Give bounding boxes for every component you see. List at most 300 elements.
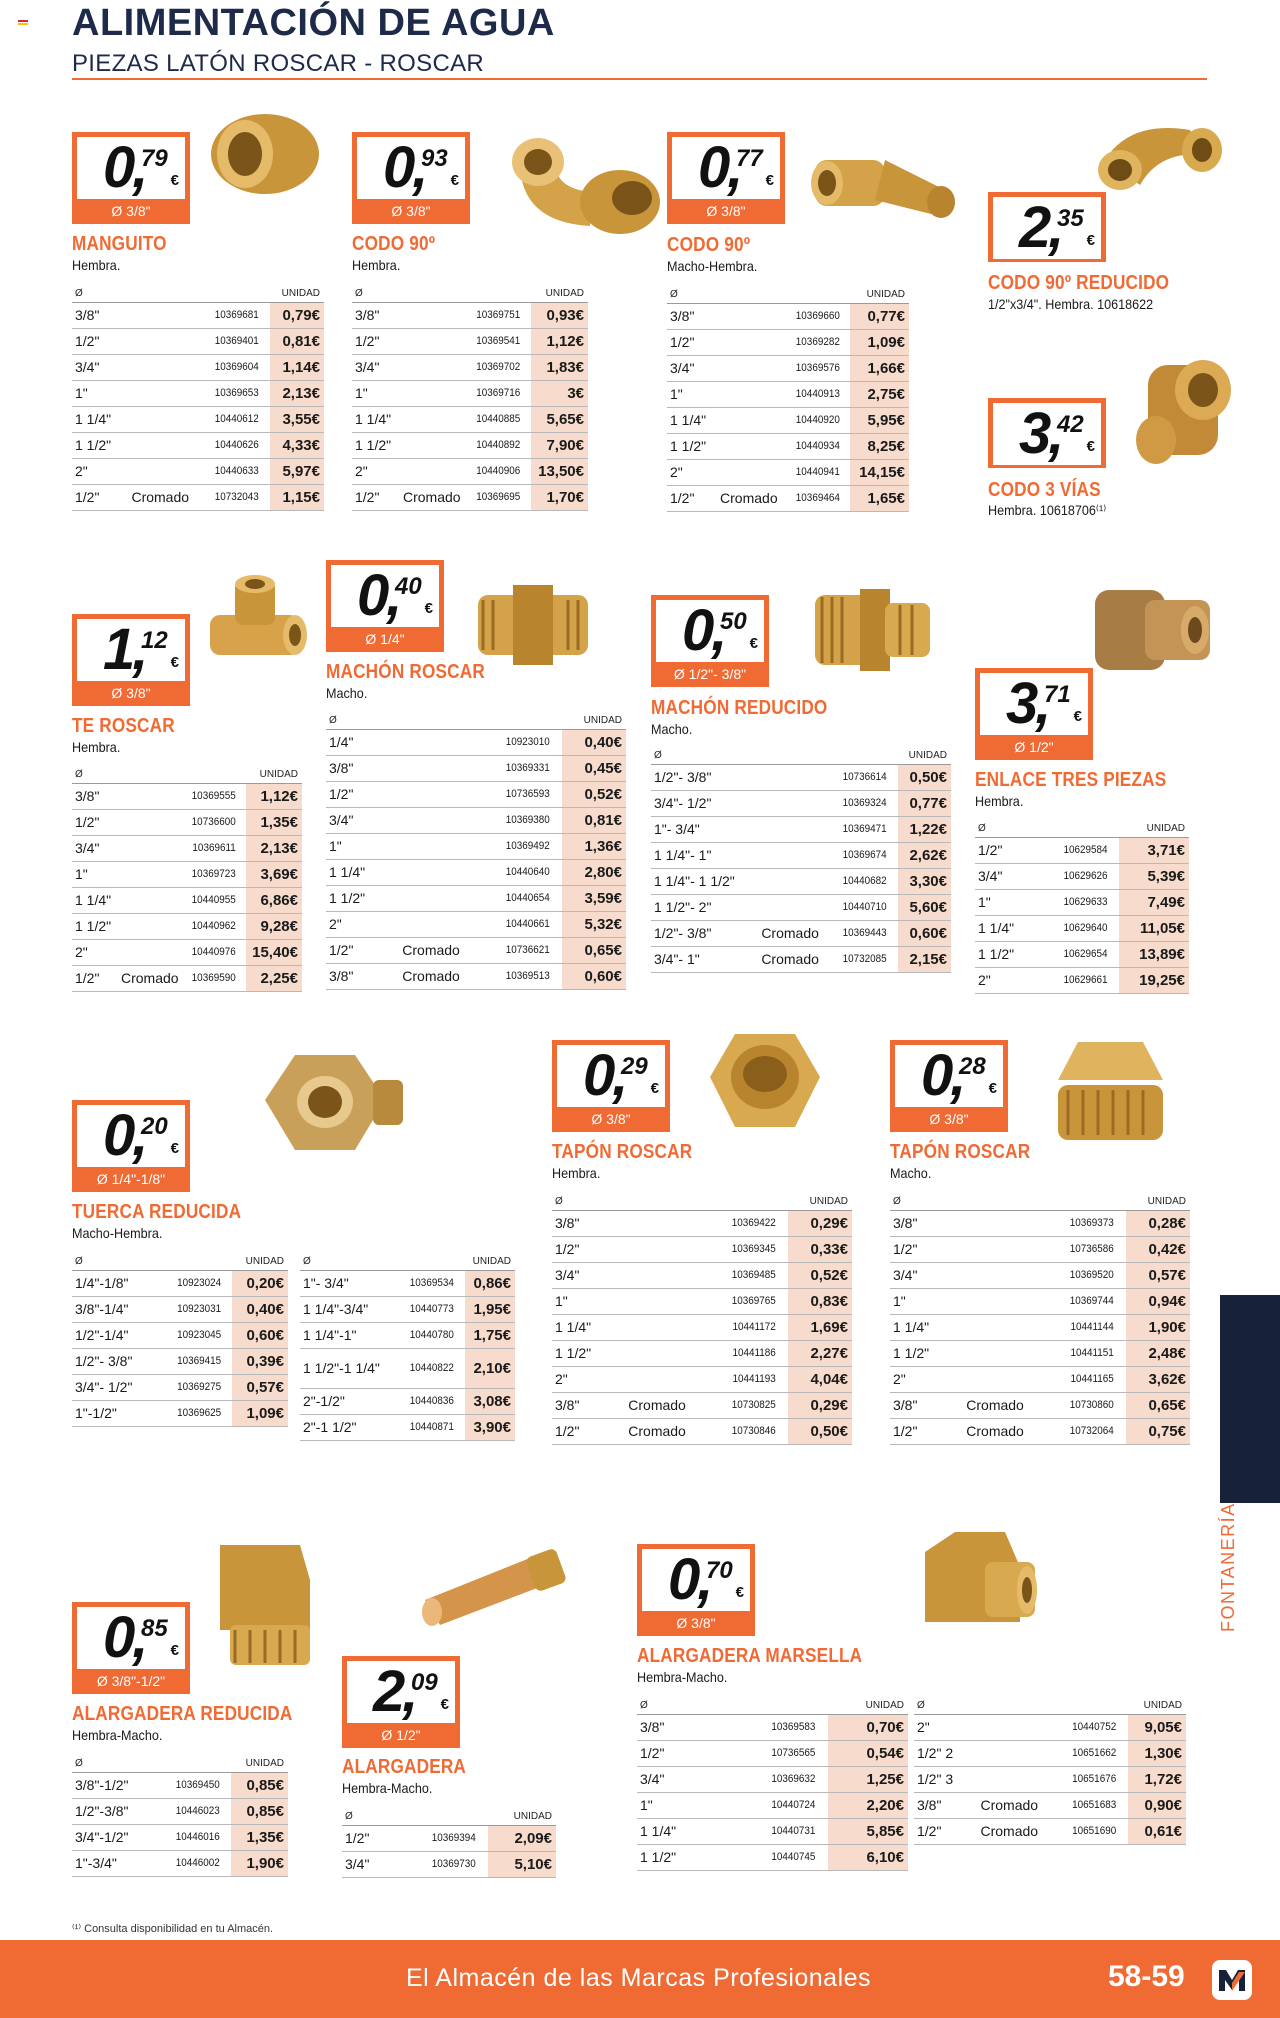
cell-price: 0,33€ bbox=[788, 1236, 853, 1262]
cell-price: 1,70€ bbox=[531, 484, 588, 510]
cell-price: 2,15€ bbox=[898, 946, 951, 972]
alargadera-marsella-image bbox=[915, 1522, 1045, 1652]
cell-finish: Cromado bbox=[612, 1392, 702, 1418]
table-row bbox=[352, 380, 588, 406]
cell-reference: 10441165 bbox=[1045, 1366, 1122, 1392]
cell-finish bbox=[116, 887, 183, 913]
cell-price: 0,85€ bbox=[231, 1798, 288, 1824]
badge-size: Ø 1/4" bbox=[365, 631, 405, 647]
cell-size: 1"-3/4" bbox=[72, 1850, 147, 1876]
cell-reference: 10440633 bbox=[202, 458, 266, 484]
cell-price: 3,30€ bbox=[898, 868, 951, 894]
cell-reference: 10923024 bbox=[162, 1270, 229, 1296]
table-row bbox=[72, 1270, 288, 1296]
table-row bbox=[72, 406, 324, 432]
product-name: ALARGADERA REDUCIDA bbox=[72, 1703, 293, 1725]
col-header-finish bbox=[397, 286, 466, 302]
cell-finish bbox=[968, 1714, 1050, 1740]
col-header-finish bbox=[950, 1194, 1040, 1210]
cell-finish bbox=[950, 1288, 1040, 1314]
col-header-finish bbox=[714, 287, 784, 303]
table-row bbox=[637, 1792, 908, 1818]
cell-reference: 10440626 bbox=[202, 432, 266, 458]
cell-reference: 10440654 bbox=[481, 885, 558, 911]
table-row bbox=[72, 354, 324, 380]
cell-size: 3/8" bbox=[890, 1210, 950, 1236]
cell-size: 2" bbox=[552, 1366, 612, 1392]
cell-finish bbox=[714, 303, 784, 329]
table-row bbox=[651, 842, 951, 868]
table-row bbox=[914, 1740, 1186, 1766]
table-row bbox=[72, 809, 302, 835]
col-header-finish bbox=[392, 1254, 399, 1270]
cell-reference: 10369765 bbox=[707, 1288, 784, 1314]
cell-finish bbox=[753, 842, 828, 868]
col-header-diameter: Ø bbox=[72, 286, 122, 302]
table-row bbox=[326, 859, 626, 885]
spec-table bbox=[326, 713, 626, 990]
cell-price: 0,57€ bbox=[1126, 1262, 1191, 1288]
product-desc: Macho. bbox=[326, 685, 368, 701]
table-row bbox=[975, 915, 1189, 941]
table-row bbox=[552, 1314, 852, 1340]
cell-finish: Cromado bbox=[386, 937, 476, 963]
cell-reference: 10369450 bbox=[159, 1772, 227, 1798]
spec-table bbox=[914, 1698, 1186, 1845]
cell-price: 3,08€ bbox=[465, 1388, 515, 1414]
cell-reference: 10369485 bbox=[707, 1262, 784, 1288]
product-desc: 1/2"x3/4". Hembra. 10618622 bbox=[988, 296, 1154, 312]
cell-price: 1,83€ bbox=[531, 354, 588, 380]
cell-price: 19,25€ bbox=[1119, 967, 1189, 993]
product-name: TAPÓN ROSCAR bbox=[552, 1141, 693, 1163]
cell-price: 0,54€ bbox=[828, 1740, 908, 1766]
manguito-image bbox=[205, 108, 325, 200]
cell-size: 2" bbox=[352, 458, 397, 484]
cell-finish: Cromado bbox=[753, 920, 828, 946]
table-row bbox=[72, 1824, 288, 1850]
cell-reference: 10730860 bbox=[1045, 1392, 1122, 1418]
cell-size: 1 1/2" bbox=[352, 432, 397, 458]
cell-price: 3,59€ bbox=[562, 885, 627, 911]
col-header-unit: UNIDAD bbox=[850, 287, 909, 303]
tuerca-image bbox=[255, 1040, 410, 1170]
table-header-row bbox=[326, 713, 626, 729]
product-name: CODO 90º bbox=[352, 233, 436, 255]
cell-finish bbox=[392, 1296, 399, 1322]
price-badge: 0, 77 € Ø 3/8" bbox=[667, 132, 785, 224]
cell-size: 3/4" bbox=[552, 1262, 612, 1288]
cell-reference: 10651676 bbox=[1054, 1766, 1124, 1792]
cell-finish bbox=[612, 1314, 702, 1340]
table-row bbox=[300, 1388, 515, 1414]
col-header-unit: UNIDAD bbox=[788, 1194, 853, 1210]
cell-price: 0,20€ bbox=[232, 1270, 288, 1296]
cell-finish bbox=[1031, 837, 1039, 863]
cell-finish bbox=[147, 1850, 155, 1876]
cell-finish bbox=[711, 1766, 722, 1792]
cell-reference: 10730846 bbox=[707, 1418, 784, 1444]
cell-finish bbox=[612, 1340, 702, 1366]
col-header-ref bbox=[159, 1756, 227, 1772]
cell-reference: 10736565 bbox=[727, 1740, 822, 1766]
product-desc: Hembra-Macho. bbox=[342, 1780, 433, 1796]
cell-price: 0,61€ bbox=[1128, 1818, 1186, 1844]
cell-price: 2,25€ bbox=[246, 965, 302, 991]
cell-reference: 10440941 bbox=[787, 459, 847, 485]
codo-reducido-image bbox=[1090, 110, 1230, 210]
cell-reference: 10369751 bbox=[469, 302, 527, 328]
table-row bbox=[975, 967, 1189, 993]
table-row bbox=[352, 406, 588, 432]
table-row bbox=[914, 1714, 1186, 1740]
cell-finish bbox=[714, 407, 784, 433]
badge-size: Ø 3/8"-1/2" bbox=[96, 1673, 166, 1689]
cell-finish bbox=[612, 1288, 702, 1314]
product-desc: Hembra. bbox=[975, 793, 1024, 809]
cell-finish bbox=[122, 432, 198, 458]
col-header-diameter: Ø bbox=[72, 1254, 150, 1270]
table-row bbox=[326, 937, 626, 963]
cell-finish bbox=[392, 1414, 399, 1440]
table-row bbox=[651, 920, 951, 946]
cell-price: 0,52€ bbox=[788, 1262, 853, 1288]
cell-price: 0,60€ bbox=[562, 963, 627, 989]
cell-price: 0,81€ bbox=[562, 807, 627, 833]
cell-price: 15,40€ bbox=[246, 939, 302, 965]
cell-size: 3/8" bbox=[552, 1210, 612, 1236]
cell-price: 1,30€ bbox=[1128, 1740, 1186, 1766]
cell-size: 1"-1/2" bbox=[72, 1400, 150, 1426]
col-header-finish bbox=[150, 1254, 157, 1270]
cell-price: 1,12€ bbox=[246, 783, 302, 809]
table-row bbox=[552, 1392, 852, 1418]
cell-reference: 10369744 bbox=[1045, 1288, 1122, 1314]
cell-price: 0,29€ bbox=[788, 1392, 853, 1418]
cell-reference: 10446023 bbox=[159, 1798, 227, 1824]
cell-size: 1"- 3/4" bbox=[651, 816, 753, 842]
cell-finish bbox=[950, 1210, 1040, 1236]
product-name: ALARGADERA MARSELLA bbox=[637, 1645, 863, 1667]
cell-price: 7,49€ bbox=[1119, 889, 1189, 915]
table-row bbox=[72, 1400, 288, 1426]
cell-size: 3/4"-1/2" bbox=[72, 1824, 147, 1850]
cell-size: 1/2" bbox=[352, 328, 397, 354]
cell-size: 1/4"-1/8" bbox=[72, 1270, 150, 1296]
table-row bbox=[667, 355, 909, 381]
table-row bbox=[352, 432, 588, 458]
cell-finish bbox=[147, 1772, 155, 1798]
cell-reference: 10440661 bbox=[481, 911, 558, 937]
cell-reference: 10440871 bbox=[402, 1414, 462, 1440]
cell-reference: 10732064 bbox=[1045, 1418, 1122, 1444]
table-row bbox=[667, 459, 909, 485]
cell-reference: 10369660 bbox=[787, 303, 847, 329]
cell-size: 1/2" bbox=[890, 1418, 950, 1444]
cell-finish bbox=[753, 868, 828, 894]
cell-price: 1,35€ bbox=[231, 1824, 288, 1850]
cell-finish: Cromado bbox=[753, 946, 828, 972]
table-row bbox=[651, 790, 951, 816]
cell-size: 2" bbox=[326, 911, 386, 937]
table-row bbox=[667, 381, 909, 407]
cell-finish bbox=[388, 1825, 397, 1851]
page-title: ALIMENTACIÓN DE AGUA bbox=[72, 2, 555, 44]
cell-price: 2,62€ bbox=[898, 842, 951, 868]
section-side-tab bbox=[1220, 1295, 1280, 1503]
price-badge: 0, 85 € Ø 3/8"-1/2" bbox=[72, 1602, 190, 1694]
cell-finish bbox=[397, 380, 466, 406]
cell-size: 1 1/4" bbox=[890, 1314, 950, 1340]
cell-finish bbox=[116, 783, 183, 809]
cell-size: 1" bbox=[552, 1288, 612, 1314]
cell-finish bbox=[116, 913, 183, 939]
table-header-row bbox=[72, 767, 302, 783]
cell-price: 0,50€ bbox=[788, 1418, 853, 1444]
table-row bbox=[326, 781, 626, 807]
table-row bbox=[975, 837, 1189, 863]
cell-price: 2,80€ bbox=[562, 859, 627, 885]
table-row bbox=[352, 302, 588, 328]
cell-reference: 10369695 bbox=[469, 484, 527, 510]
cell-finish bbox=[397, 406, 466, 432]
cell-price: 9,28€ bbox=[246, 913, 302, 939]
spec-table bbox=[72, 1756, 288, 1877]
cell-size: 2" bbox=[914, 1714, 968, 1740]
cell-finish bbox=[116, 809, 183, 835]
cell-price: 1,14€ bbox=[270, 354, 324, 380]
col-header-ref bbox=[787, 287, 847, 303]
cell-price: 2,09€ bbox=[488, 1825, 556, 1851]
table-row bbox=[72, 458, 324, 484]
cell-price: 6,10€ bbox=[828, 1844, 908, 1870]
cell-finish bbox=[397, 328, 466, 354]
table-row bbox=[914, 1792, 1186, 1818]
cell-reference: 10440780 bbox=[402, 1322, 462, 1348]
cell-price: 0,85€ bbox=[231, 1772, 288, 1798]
table-row bbox=[326, 911, 626, 937]
cell-price: 5,65€ bbox=[531, 406, 588, 432]
cell-reference: 10440640 bbox=[481, 859, 558, 885]
cell-finish bbox=[392, 1348, 399, 1388]
cell-size: 1 1/4" bbox=[552, 1314, 612, 1340]
table-row bbox=[72, 939, 302, 965]
cell-size: 1 1/2" bbox=[637, 1844, 711, 1870]
cell-price: 0,90€ bbox=[1128, 1792, 1186, 1818]
cell-reference: 10651662 bbox=[1054, 1740, 1124, 1766]
cell-reference: 10369653 bbox=[202, 380, 266, 406]
table-row bbox=[72, 887, 302, 913]
cell-price: 3€ bbox=[531, 380, 588, 406]
spec-table bbox=[342, 1809, 556, 1878]
cell-reference: 10369464 bbox=[787, 485, 847, 511]
col-header-diameter: Ø bbox=[72, 767, 116, 783]
cell-reference: 10369443 bbox=[831, 920, 894, 946]
product-name: TAPÓN ROSCAR bbox=[890, 1141, 1031, 1163]
col-header-unit: UNIDAD bbox=[1119, 821, 1189, 837]
cell-size: 2"-1/2" bbox=[300, 1388, 392, 1414]
cell-size: 1 1/4" bbox=[72, 406, 122, 432]
cell-finish bbox=[711, 1714, 722, 1740]
cell-size: 3/8" bbox=[72, 302, 122, 328]
table-row bbox=[552, 1236, 852, 1262]
cell-finish bbox=[950, 1236, 1040, 1262]
col-header-finish bbox=[711, 1698, 722, 1714]
cell-finish bbox=[1031, 915, 1039, 941]
table-row bbox=[552, 1340, 852, 1366]
cell-reference: 10369380 bbox=[481, 807, 558, 833]
cell-size: 1 1/2" bbox=[72, 913, 116, 939]
cell-size: 1 1/4"-1" bbox=[300, 1322, 392, 1348]
cell-finish bbox=[714, 381, 784, 407]
cell-size: 3/4" bbox=[975, 863, 1031, 889]
tapon-hembra-image bbox=[700, 1022, 830, 1142]
cell-price: 5,60€ bbox=[898, 894, 951, 920]
col-header-ref bbox=[402, 1809, 483, 1825]
col-header-finish bbox=[116, 767, 183, 783]
table-row bbox=[72, 913, 302, 939]
table-row bbox=[342, 1825, 556, 1851]
table-row bbox=[300, 1296, 515, 1322]
spec-table bbox=[637, 1698, 908, 1871]
cell-finish bbox=[612, 1236, 702, 1262]
cell-price: 1,36€ bbox=[562, 833, 627, 859]
table-row bbox=[667, 485, 909, 511]
cell-finish: Cromado bbox=[612, 1418, 702, 1444]
price-badge: 2, 35 € bbox=[988, 192, 1106, 262]
table-header-row bbox=[890, 1194, 1190, 1210]
cell-size: 1" bbox=[72, 861, 116, 887]
table-row bbox=[72, 328, 324, 354]
table-row bbox=[326, 963, 626, 989]
cell-size: 1/2" 3 bbox=[914, 1766, 968, 1792]
cell-finish bbox=[950, 1340, 1040, 1366]
cell-size: 1" bbox=[667, 381, 714, 407]
spec-table bbox=[300, 1254, 515, 1441]
cell-finish bbox=[1031, 863, 1039, 889]
cell-size: 1/2" bbox=[72, 965, 116, 991]
cell-finish bbox=[147, 1824, 155, 1850]
cell-size: 1 1/4" bbox=[326, 859, 386, 885]
spec-table bbox=[667, 287, 909, 512]
cell-reference: 10369422 bbox=[707, 1210, 784, 1236]
col-header-ref bbox=[1045, 1194, 1122, 1210]
cell-reference: 10440976 bbox=[186, 939, 243, 965]
col-header-ref bbox=[186, 767, 243, 783]
cell-reference: 10369730 bbox=[402, 1851, 483, 1877]
cell-finish bbox=[397, 354, 466, 380]
table-row bbox=[890, 1340, 1190, 1366]
col-header-ref bbox=[1043, 821, 1115, 837]
price-badge: 0, 20 € Ø 1/4"-1/8" bbox=[72, 1100, 190, 1192]
table-row bbox=[72, 1850, 288, 1876]
cell-finish: Cromado bbox=[950, 1392, 1040, 1418]
cell-price: 2,20€ bbox=[828, 1792, 908, 1818]
cell-finish bbox=[1031, 941, 1039, 967]
table-row bbox=[890, 1210, 1190, 1236]
cell-price: 4,33€ bbox=[270, 432, 324, 458]
cell-price: 1,69€ bbox=[788, 1314, 853, 1340]
cell-reference: 10369674 bbox=[831, 842, 894, 868]
cell-size: 1/2" bbox=[914, 1818, 968, 1844]
cell-reference: 10369625 bbox=[162, 1400, 229, 1426]
cell-finish bbox=[753, 790, 828, 816]
cell-finish bbox=[612, 1366, 702, 1392]
cell-reference: 10369576 bbox=[787, 355, 847, 381]
cell-size: 3/8"-1/4" bbox=[72, 1296, 150, 1322]
cell-size: 1 1/2"-1 1/4" bbox=[300, 1348, 392, 1388]
cell-price: 0,81€ bbox=[270, 328, 324, 354]
cell-reference: 10369611 bbox=[186, 835, 243, 861]
table-row bbox=[300, 1322, 515, 1348]
cell-size: 1 1/2" bbox=[326, 885, 386, 911]
badge-size: Ø 3/8" bbox=[391, 203, 431, 219]
cell-size: 1 1/4"- 1" bbox=[651, 842, 753, 868]
title-divider bbox=[72, 78, 1207, 80]
table-row bbox=[72, 302, 324, 328]
cell-size: 1 1/4" bbox=[637, 1818, 711, 1844]
table-row bbox=[72, 1798, 288, 1824]
cell-reference: 10440682 bbox=[831, 868, 894, 894]
cell-price: 3,62€ bbox=[1126, 1366, 1191, 1392]
cell-price: 0,50€ bbox=[898, 764, 951, 790]
cell-size: 3/4" bbox=[637, 1766, 711, 1792]
col-header-finish bbox=[147, 1756, 155, 1772]
cell-size: 1 1/4"-3/4" bbox=[300, 1296, 392, 1322]
cell-price: 1,95€ bbox=[465, 1296, 515, 1322]
cell-finish bbox=[950, 1366, 1040, 1392]
cell-finish: Cromado bbox=[122, 484, 198, 510]
badge-size: Ø 1/2"- 3/8" bbox=[673, 666, 747, 682]
cell-size: 3/8" bbox=[914, 1792, 968, 1818]
table-header-row bbox=[667, 287, 909, 303]
cell-size: 1 1/4" bbox=[72, 887, 116, 913]
table-row bbox=[72, 1348, 288, 1374]
cell-price: 1,35€ bbox=[246, 809, 302, 835]
cell-price: 0,65€ bbox=[562, 937, 627, 963]
col-header-unit: UNIDAD bbox=[562, 713, 627, 729]
cell-finish bbox=[150, 1374, 157, 1400]
cell-size: 1" bbox=[637, 1792, 711, 1818]
spec-table bbox=[552, 1194, 852, 1445]
cell-finish bbox=[116, 861, 183, 887]
col-header-diameter: Ø bbox=[667, 287, 714, 303]
cell-finish bbox=[753, 894, 828, 920]
table-row bbox=[651, 868, 951, 894]
cell-reference: 10651690 bbox=[1054, 1818, 1124, 1844]
cell-reference: 10732085 bbox=[831, 946, 894, 972]
product-desc: Hembra. 10618706⁽¹⁾ bbox=[988, 502, 1107, 518]
cell-finish bbox=[386, 885, 476, 911]
col-header-ref bbox=[1054, 1698, 1124, 1714]
cell-price: 7,90€ bbox=[531, 432, 588, 458]
cell-finish bbox=[612, 1262, 702, 1288]
cell-finish: Cromado bbox=[386, 963, 476, 989]
cell-reference: 10369282 bbox=[787, 329, 847, 355]
cell-reference: 10369520 bbox=[1045, 1262, 1122, 1288]
cell-reference: 10369604 bbox=[202, 354, 266, 380]
table-row bbox=[72, 432, 324, 458]
cell-size: 1/2" bbox=[552, 1418, 612, 1444]
cell-finish bbox=[714, 459, 784, 485]
cell-reference: 10369583 bbox=[727, 1714, 822, 1740]
alargadera-reducida-image bbox=[210, 1535, 320, 1670]
cell-size: 1" bbox=[72, 380, 122, 406]
col-header-diameter: Ø bbox=[975, 821, 1031, 837]
col-header-finish bbox=[386, 713, 476, 729]
col-header-unit: UNIDAD bbox=[246, 767, 302, 783]
cell-price: 0,57€ bbox=[232, 1374, 288, 1400]
